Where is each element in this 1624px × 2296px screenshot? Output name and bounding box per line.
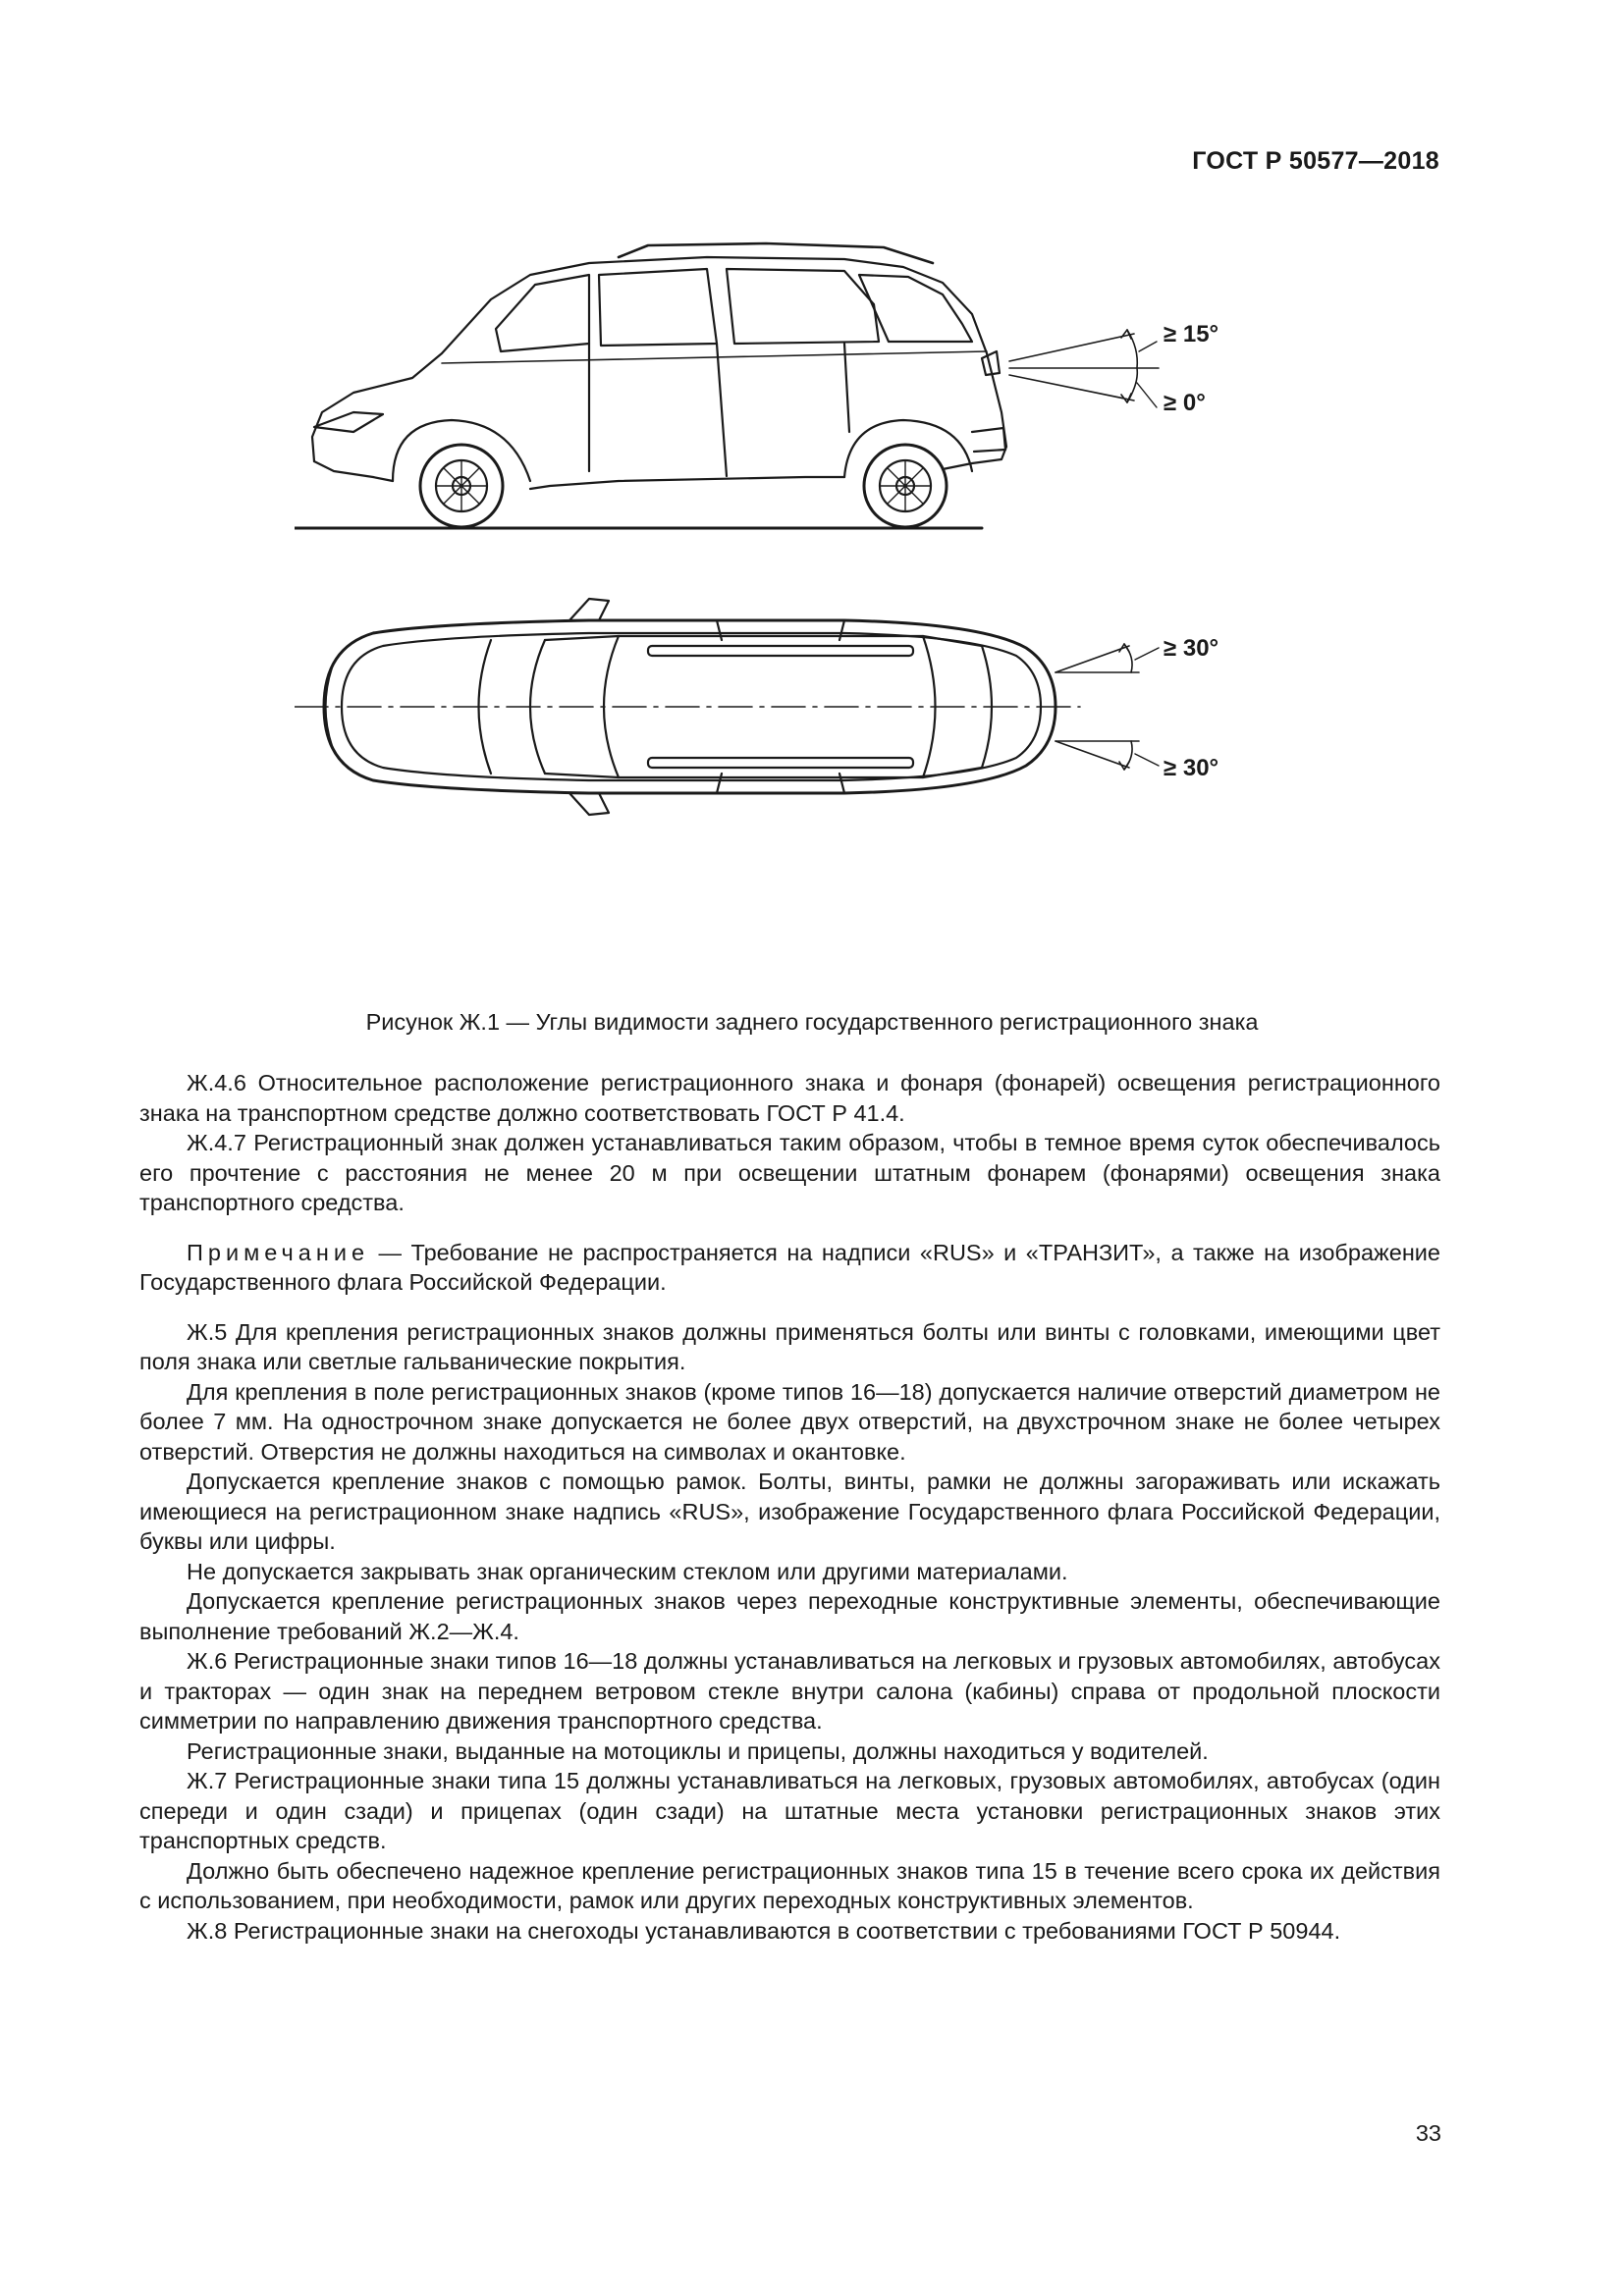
front-wheel [420,445,503,527]
paragraph-adapters: Допускается крепление регистрационных знаков через переходные конструктивные элементы, обеспечивающие выполнение требований Ж.2—Ж.4. [139,1588,1440,1644]
paragraph-zh-8: Ж.8 Регистрационные знаки на снегоходы устанавливаются в соответствии с требованиями ГОСТ Р 50944. [187,1917,1341,1944]
paragraph-no-cover: Не допускается закрывать знак органическим стеклом или другими материалами. [187,1558,1068,1584]
note-label: Примечание [187,1239,370,1265]
angle-label-lower: ≥ 0° [1164,390,1206,416]
paragraph-type-15: Должно быть обеспечено надежное крепление регистрационных знаков типа 15 в течение всего срока их действия с использованием, при необходимости, рамок или других переходных конструктивных элементов. [139,1857,1440,1913]
paragraph-zh-4-6: Ж.4.6 Относительное расположение регистрационного знака и фонаря (фонарей) освещения регистрационного знака на транспортном средстве должно соответствовать ГОСТ Р 41.4. [139,1070,1440,1126]
paragraph-zh-4-7: Ж.4.7 Регистрационный знак должен устанавливаться таким образом, чтобы в темное время суток обеспечивалось его прочтение с расстояния не менее 20 м при освещении штатным фонарем (фонарями) освещения знака транспортного средства. [139,1130,1440,1215]
car-top-view [295,599,1159,815]
figure-visibility-angles [295,236,1257,962]
page-number: 33 [1415,2120,1441,2146]
note-paragraph [139,1238,1440,1298]
angle-label-upper: ≥ 15° [1164,321,1219,347]
body-text [139,1068,1440,1946]
angle-label-left: ≥ 30° [1164,635,1219,662]
note-text: — Требование не распространяется на надписи «RUS» и «ТРАНЗИТ», а также на изображение Государственного флага Российской Федерации. [139,1239,1440,1295]
paragraph-zh-6: Ж.6 Регистрационные знаки типов 16—18 должны устанавливаться на легковых и грузовых автомобилях, автобусах и тракторах — один знак на переднем ветровом стекле внутри салона (кабины) справа от продольной плоскости симметрии по направлению движения транспортного средства. [139,1648,1440,1734]
paragraph-holes: Для крепления в поле регистрационных знаков (кроме типов 16—18) допускается наличие отверстий диаметром не более 7 мм. На однострочном знаке допускается не более двух отверстий, на двухстрочном знаке не более четырех отверстий. Отверстия не должны находиться на символах и окантовке. [139,1378,1440,1465]
paragraph-zh-7: Ж.7 Регистрационные знаки типа 15 должны устанавливаться на легковых, грузовых автомобилях, автобусах (один спереди и один сзади) и прицепах (один сзади) на штатные места установки регистрационных знаков этих транспортных средств. [139,1768,1440,1853]
document-code: ГОСТ Р 50577—2018 [1192,147,1439,175]
car-side-view [295,243,1159,528]
rear-wheel [864,445,947,527]
paragraph-zh-5: Ж.5 Для крепления регистрационных знаков должны применяться болты или винты с головками, имеющими цвет поля знака или светлые гальванические покрытия. [139,1318,1440,1374]
angle-label-right: ≥ 30° [1164,755,1219,781]
figure-caption: Рисунок Ж.1 — Углы видимости заднего государственного регистрационного знака [365,1009,1259,1035]
paragraph-moto: Регистрационные знаки, выданные на мотоциклы и прицепы, должны находиться у водителей. [187,1737,1209,1764]
paragraph-frames: Допускается крепление знаков с помощью рамок. Болты, винты, рамки не должны загораживать или искажать имеющиеся на регистрационном знаке надпись «RUS», изображение Государственного флага Российской Федерации, буквы или цифры. [139,1468,1440,1554]
